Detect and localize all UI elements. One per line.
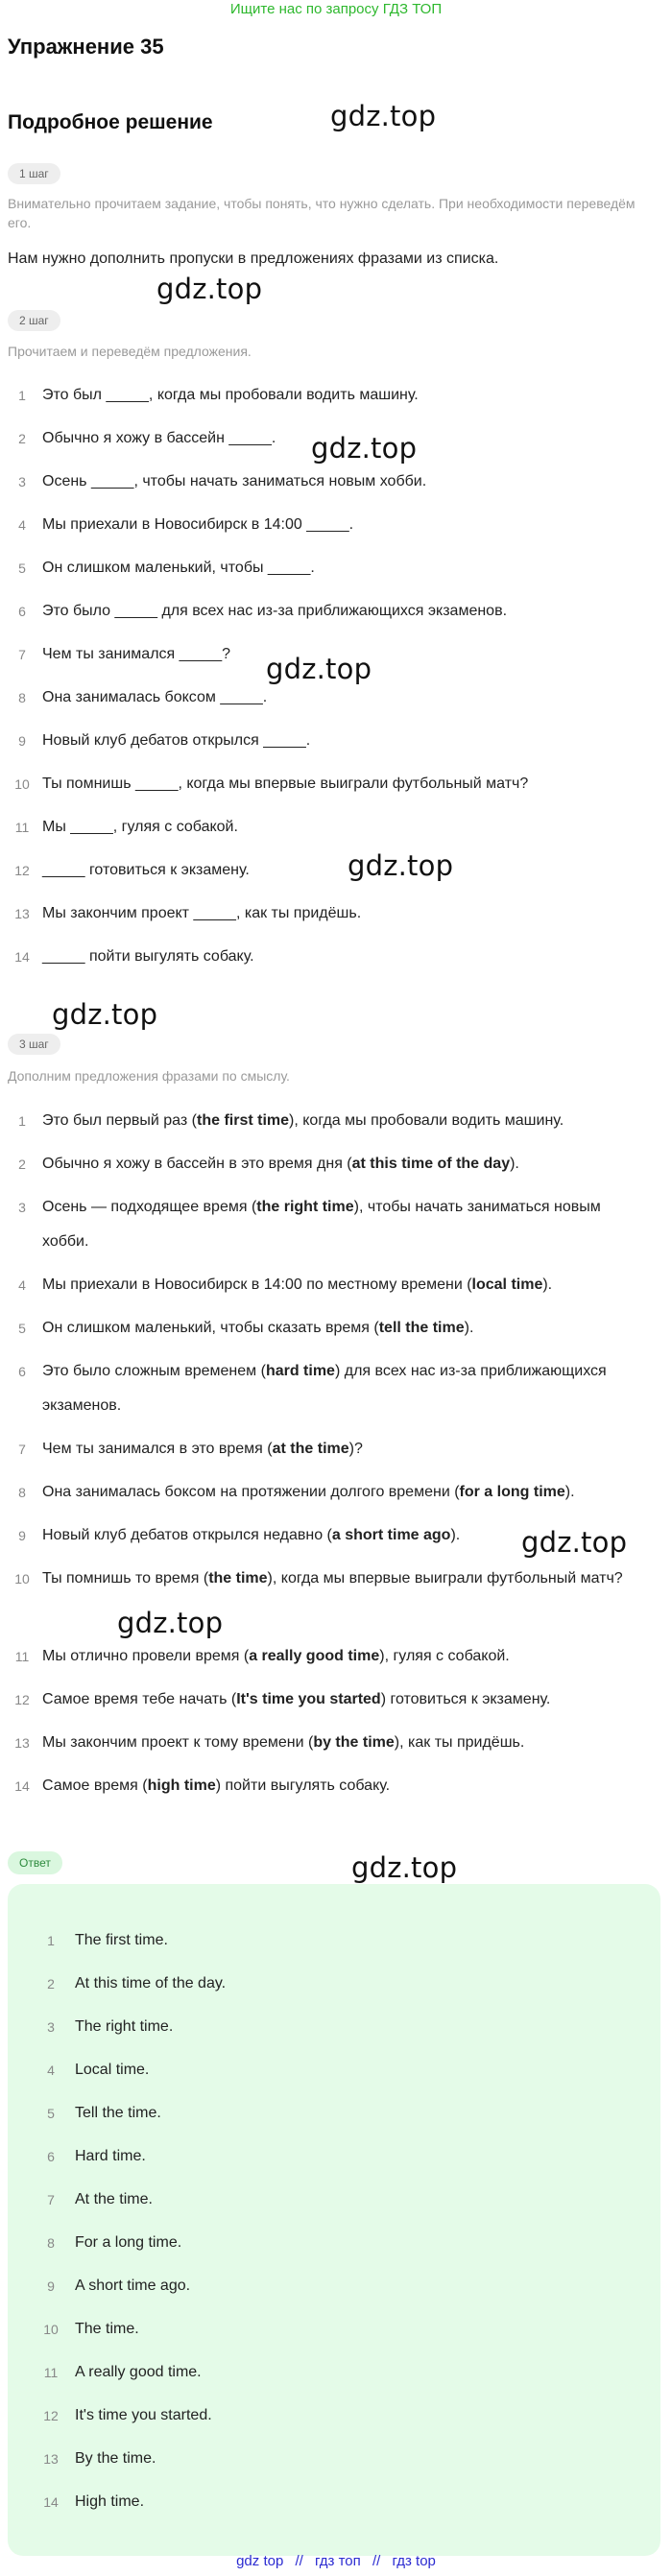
item-text: Мы _____, гуляя с собакой.	[42, 819, 238, 835]
item-number: 13	[43, 2451, 59, 2467]
item-number: 14	[14, 949, 30, 965]
text-before: Обычно я хожу в бассейн в это время дня (	[42, 1156, 352, 1172]
key-phrase: the time	[208, 1570, 268, 1586]
item-number: 3	[18, 1200, 26, 1215]
key-phrase: at this time of the day	[351, 1156, 511, 1172]
item-number: 8	[18, 690, 26, 705]
answer-text: For a long time.	[75, 2234, 182, 2251]
item-number: 14	[43, 2494, 59, 2510]
item-number: 6	[18, 604, 26, 619]
item-text: Это было _____ для всех нас из-за приближающихся экзаменов.	[42, 603, 508, 619]
text-after: ), чтобы начать заниматься новым хобби.	[42, 1199, 601, 1250]
text-before: Осень — подходящее время (	[42, 1199, 257, 1215]
answer-text: A really good time.	[75, 2364, 202, 2380]
answer-box	[8, 1884, 660, 2556]
answer-text: It's time you started.	[75, 2407, 212, 2423]
item-number: 9	[47, 2278, 55, 2294]
key-phrase: the first time	[197, 1112, 290, 1129]
text-after: ), как ты придёшь.	[394, 1734, 525, 1751]
item-number: 5	[47, 2106, 55, 2121]
text-before: Мы приехали в Новосибирск в 14:00 по местному времени (	[42, 1276, 472, 1293]
footer-link-gdz-top-mixed[interactable]: гдз top	[392, 2553, 436, 2569]
text-after: ) пойти выгулять собаку.	[215, 1777, 391, 1794]
text-before: Самое время (	[42, 1777, 148, 1794]
text-before: Она занималась боксом на протяжении долгого времени (	[42, 1484, 460, 1500]
watermark: gdz.top	[348, 849, 454, 882]
footer-separator: //	[295, 2553, 303, 2569]
watermark: gdz.top	[351, 1851, 458, 1884]
item-number: 11	[43, 2365, 59, 2380]
key-phrase: hard time	[265, 1363, 335, 1379]
item-number: 10	[43, 2322, 59, 2337]
item-number: 12	[43, 2408, 59, 2423]
text-after: ), когда мы пробовали водить машину.	[289, 1112, 564, 1129]
text-before: Он слишком маленький, чтобы сказать время (	[42, 1320, 379, 1336]
item-number: 5	[18, 1321, 26, 1336]
item-text: Осень _____, чтобы начать заниматься новым хобби.	[42, 473, 427, 489]
item-text: Мы закончим проект _____, как ты придёшь.	[42, 905, 362, 921]
step-hint: Дополним предложения фразами по смыслу.	[8, 1068, 290, 1084]
footer-separator: //	[372, 2553, 381, 2569]
text-before: Мы закончим проект к тому времени (	[42, 1734, 314, 1751]
answer-text: A short time ago.	[75, 2278, 191, 2294]
key-phrase: tell the time	[378, 1320, 465, 1336]
step-badge: 1 шаг	[8, 163, 60, 184]
item-text: Это был _____, когда мы пробовали водить машину.	[42, 387, 419, 403]
answer-text: High time.	[75, 2493, 145, 2510]
watermark: gdz.top	[156, 273, 263, 305]
item-number: 11	[14, 820, 30, 835]
watermark: gdz.top	[52, 998, 158, 1031]
section-title: Подробное решение	[8, 111, 213, 133]
item-number: 6	[47, 2149, 55, 2164]
item-number: 4	[18, 517, 26, 533]
text-after: ).	[510, 1156, 519, 1172]
item-text: Обычно я хожу в бассейн _____.	[42, 430, 276, 446]
answer-text: Local time.	[75, 2062, 150, 2078]
search-banner: Ищите нас по запросу ГДЗ ТОП	[229, 1, 443, 17]
key-phrase: at the time	[272, 1441, 349, 1457]
text-after: )?	[348, 1441, 363, 1457]
key-phrase: by the time	[313, 1734, 395, 1751]
step-badge: 3 шаг	[8, 1034, 60, 1055]
item-number: 12	[14, 863, 30, 878]
text-after: ), когда мы впервые выиграли футбольный матч?	[267, 1570, 623, 1586]
item-text: Чем ты занимался _____?	[42, 646, 231, 662]
key-phrase: the right time	[256, 1199, 354, 1215]
page-title: Упражнение 35	[8, 35, 164, 59]
item-text: Он слишком маленький, чтобы _____.	[42, 560, 315, 576]
text-before: Мы отлично провели время (	[42, 1648, 250, 1664]
watermark: gdz.top	[521, 1526, 628, 1559]
item-number: 2	[18, 431, 26, 446]
text-after: ).	[464, 1320, 474, 1336]
text-after: ).	[450, 1527, 461, 1543]
item-number: 9	[18, 1528, 26, 1543]
step-badge: 2 шаг	[8, 310, 60, 331]
watermark: gdz.top	[117, 1607, 224, 1639]
item-text: Ты помнишь _____, когда мы впервые выиграли футбольный матч?	[42, 775, 529, 792]
answer-text: The time.	[75, 2321, 139, 2337]
answer-text: By the time.	[75, 2450, 156, 2467]
item-number: 2	[47, 1976, 55, 1992]
step-hint: Внимательно прочитаем задание, чтобы понять, что нужно сделать. При необходимости переведём его.	[8, 196, 636, 230]
item-text: Мы приехали в Новосибирск в 14:00 _____.	[42, 516, 354, 533]
text-before: Ты помнишь то время (	[42, 1570, 209, 1586]
step-hint: Прочитаем и переведём предложения.	[8, 344, 252, 359]
item-number: 1	[18, 388, 26, 403]
watermark: gdz.top	[330, 100, 437, 132]
footer-link-gdz-top-ru[interactable]: гдз топ	[315, 2553, 361, 2569]
item-number: 10	[14, 776, 30, 792]
answer-text: At this time of the day.	[75, 1975, 227, 1992]
text-after: ) для всех нас из-за приближающихся экзаменов.	[42, 1363, 607, 1414]
answer-text: Hard time.	[75, 2148, 146, 2164]
item-number: 8	[47, 2235, 55, 2251]
text-after: ).	[542, 1276, 553, 1293]
item-number: 14	[14, 1778, 30, 1794]
watermark: gdz.top	[311, 432, 418, 465]
item-number: 3	[18, 474, 26, 489]
item-number: 1	[18, 1113, 26, 1129]
item-text: _____ готовиться к экзамену.	[42, 862, 250, 878]
key-phrase: local time	[471, 1276, 543, 1293]
item-text: _____ пойти выгулять собаку.	[42, 948, 254, 965]
item-number: 7	[47, 2192, 55, 2207]
item-number: 6	[18, 1364, 26, 1379]
answer-text: At the time.	[75, 2191, 153, 2207]
item-text: Новый клуб дебатов открылся _____.	[42, 732, 311, 749]
key-phrase: for a long time	[459, 1484, 565, 1500]
step-text: Нам нужно дополнить пропуски в предложениях фразами из списка.	[8, 250, 499, 267]
watermark: gdz.top	[266, 653, 372, 685]
item-number: 5	[18, 561, 26, 576]
text-after: ) готовиться к экзамену.	[380, 1691, 551, 1707]
answer-text: The right time.	[75, 2018, 174, 2035]
item-number: 10	[14, 1571, 30, 1586]
text-before: Это было сложным временем (	[42, 1363, 266, 1379]
footer-link-gdz-top[interactable]: gdz top	[236, 2553, 284, 2569]
item-number: 12	[14, 1692, 30, 1707]
item-number: 8	[18, 1485, 26, 1500]
item-number: 1	[47, 1933, 55, 1948]
item-number: 7	[18, 1442, 26, 1457]
answer-text: Tell the time.	[75, 2105, 161, 2121]
text-before: Это был первый раз (	[42, 1112, 198, 1129]
item-number: 13	[14, 1735, 30, 1751]
item-text: Она занималась боксом _____.	[42, 689, 268, 705]
item-number: 4	[47, 2063, 55, 2078]
item-number: 3	[47, 2019, 55, 2035]
text-after: ).	[564, 1484, 575, 1500]
text-before: Чем ты занимался в это время (	[42, 1441, 273, 1457]
key-phrase: a short time ago	[331, 1527, 451, 1543]
item-number: 2	[18, 1157, 26, 1172]
item-number: 4	[18, 1277, 26, 1293]
text-before: Самое время тебе начать (	[42, 1691, 237, 1707]
key-phrase: high time	[147, 1777, 216, 1794]
answer-text: The first time.	[75, 1932, 168, 1948]
item-number: 13	[14, 906, 30, 921]
text-after: ), гуляя с собакой.	[379, 1648, 510, 1664]
item-number: 9	[18, 733, 26, 749]
key-phrase: a really good time	[249, 1648, 380, 1664]
footer-links	[0, 2553, 672, 2569]
text-before: Новый клуб дебатов открылся недавно (	[42, 1527, 332, 1543]
item-number: 11	[14, 1649, 30, 1664]
answer-badge: Ответ	[8, 1851, 62, 1874]
key-phrase: It's time you started	[236, 1691, 381, 1707]
item-number: 7	[18, 647, 26, 662]
